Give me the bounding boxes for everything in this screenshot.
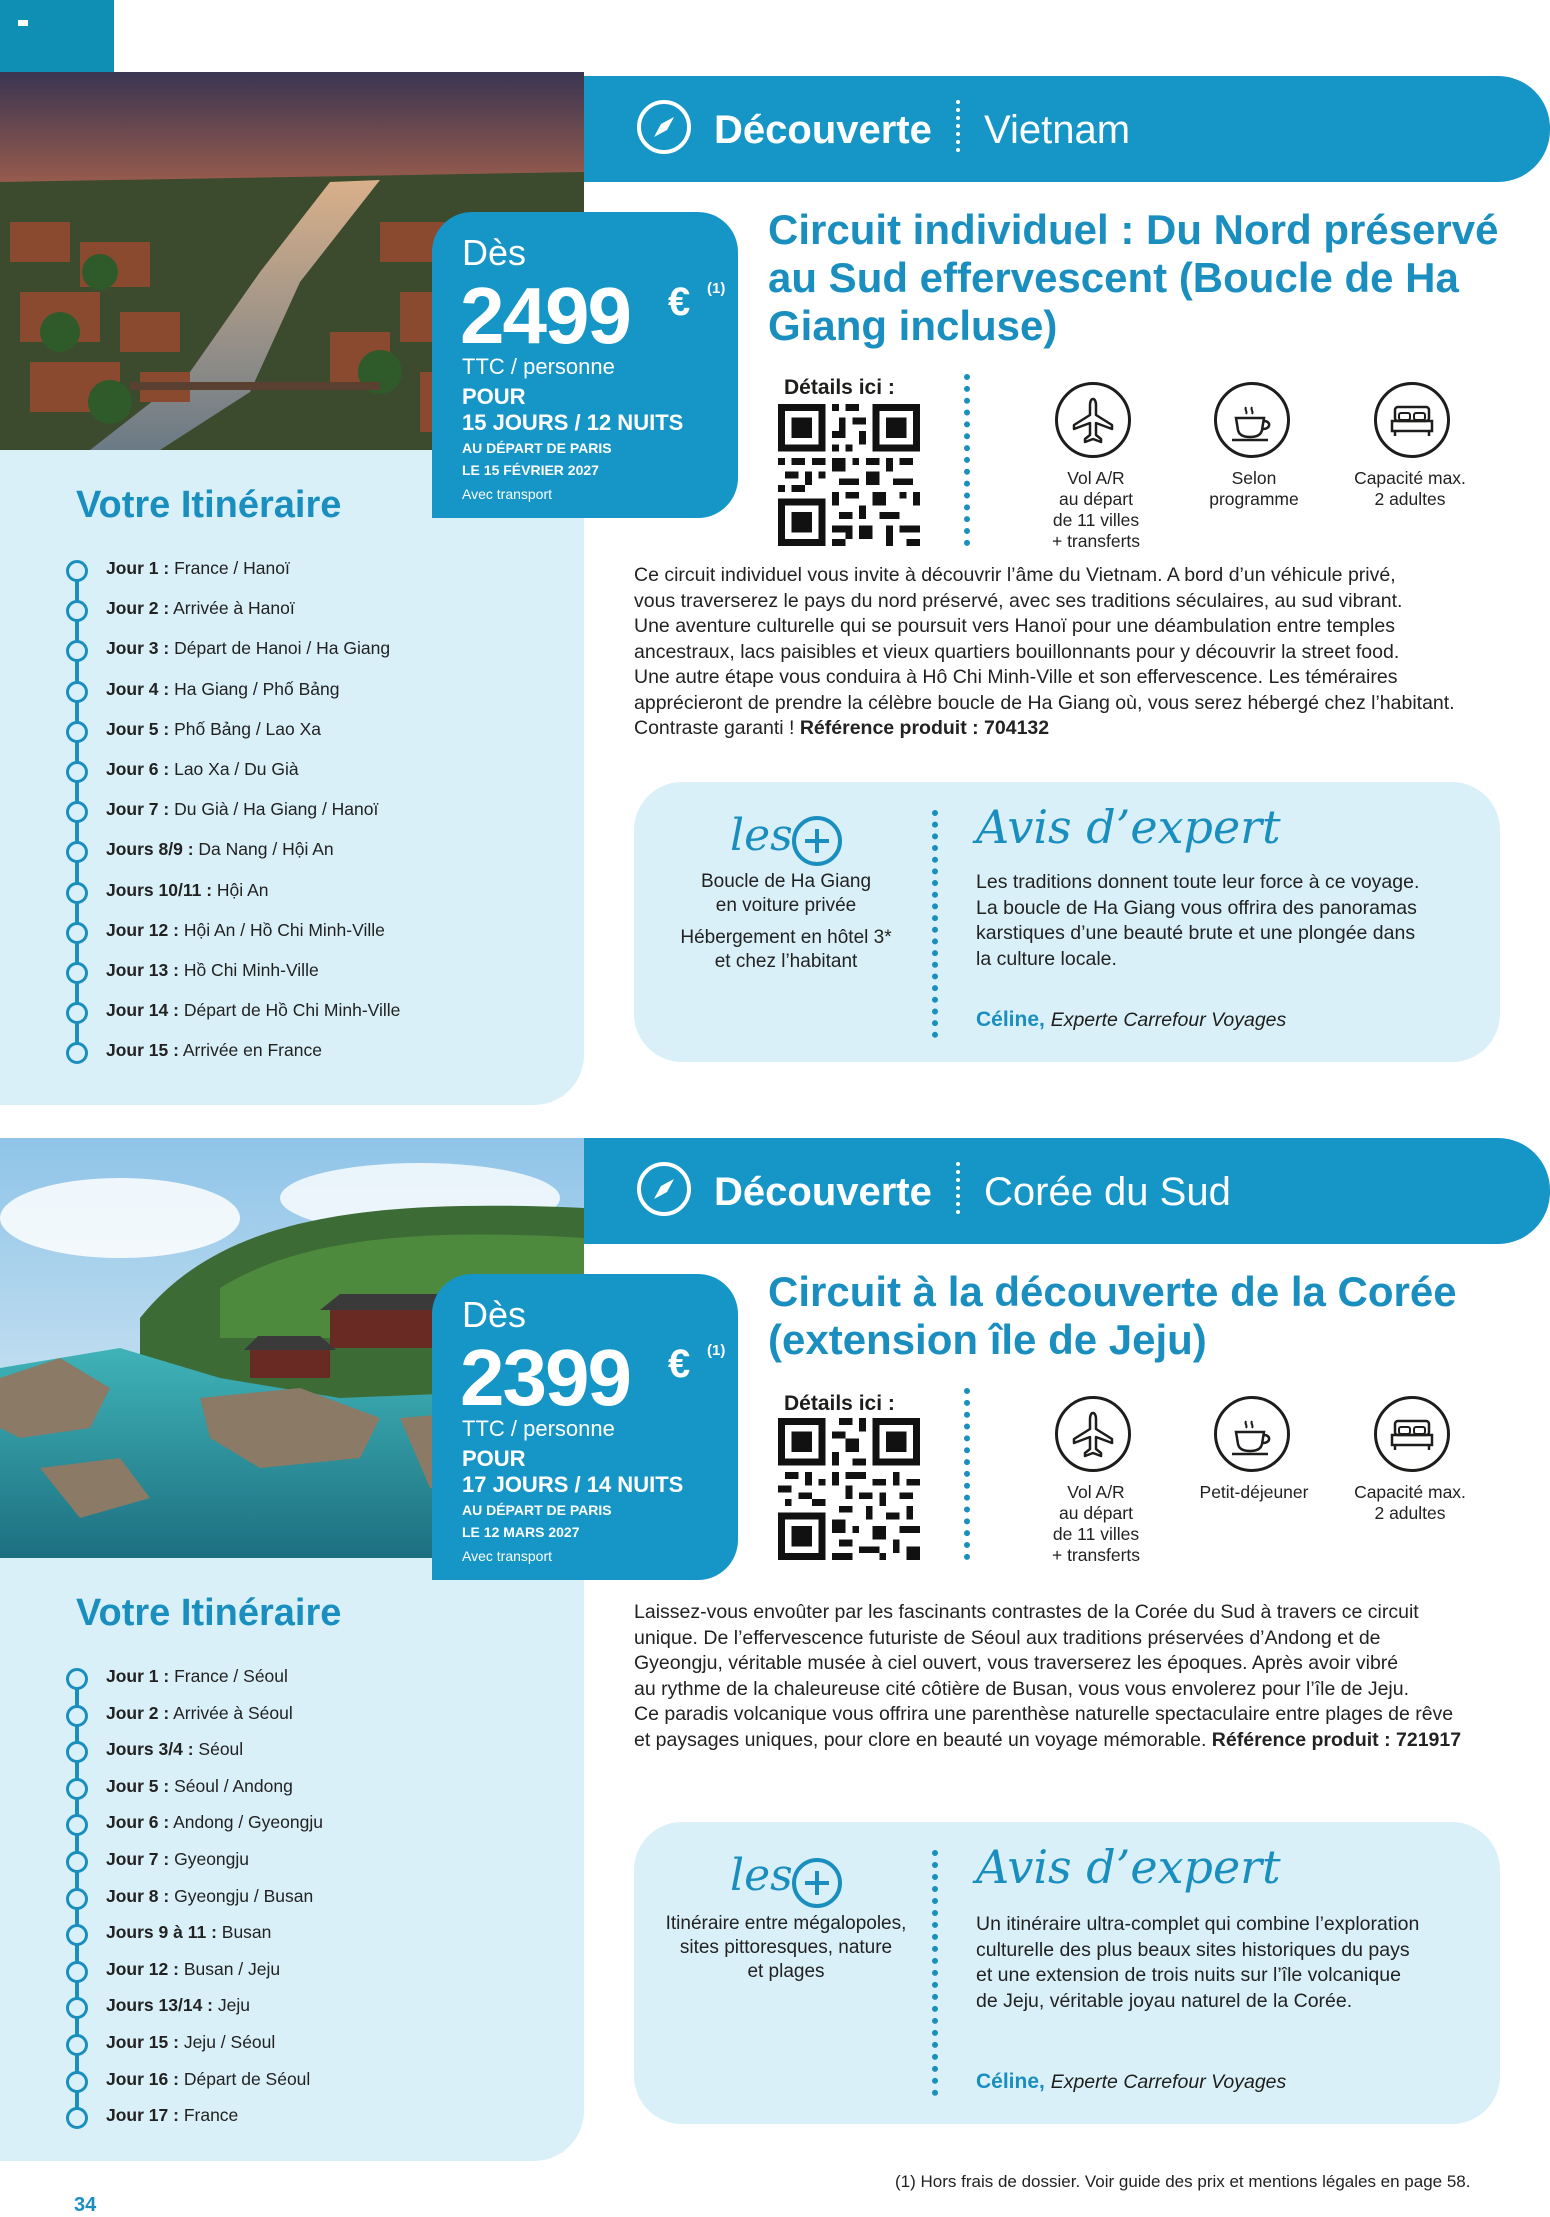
itinerary-title: Votre Itinéraire — [76, 1592, 342, 1634]
itinerary-day-label: Jours 10/11 : — [106, 879, 213, 900]
compass-icon — [636, 1161, 692, 1217]
product-description: Laissez-vous envoûter par les fascinants contrastes de la Corée du Sud à travers ce circuit unique. De l’effervescence futuriste de Séoul aux traditions préservées d’Andong et de Gyeongju, véritable musée à ciel ouvert, vous traverserez les époques. Après avoir vibré au rythme de la chaleureuse cité côtière de Busan, vous vous envolerez pour l’île de Jeju. Ce paradis volcanique vous offrira une parenthèse naturelle spectaculaire entre plages de rêve et paysages uniques, pour clore en beauté un voyage mémorable. Référence produit : 721917 — [634, 1600, 1504, 1753]
itinerary-day-desc: Arrivée à Hanoï — [173, 598, 295, 619]
feature-meal-label: Selon programme — [1209, 468, 1299, 509]
price-per: TTC / personne — [462, 1416, 615, 1441]
itinerary-day-label: Jour 14 : — [106, 1000, 179, 1021]
trip-duration: 17 JOURS / 14 NUITS — [462, 1472, 684, 1497]
highlights-box — [634, 1822, 1500, 2124]
price-pour: POUR — [462, 384, 526, 409]
itinerary-day — [106, 1776, 293, 1797]
itinerary-day-desc: France / Hanoï — [174, 558, 290, 578]
price-currency: € — [668, 1342, 691, 1386]
timeline-dot — [66, 1042, 88, 1064]
price-currency: € — [668, 280, 691, 324]
price-amount: 2499 — [460, 271, 630, 360]
itinerary-day-desc: France — [183, 2105, 239, 2126]
expert-heading: Avis d’expert — [976, 1840, 1281, 1894]
itinerary-day-label: Jour 12 : — [106, 919, 179, 940]
itinerary-day — [106, 1812, 323, 1833]
divider — [956, 1162, 964, 1214]
coffee-cup-icon — [1214, 382, 1290, 458]
feature-meal — [1214, 1396, 1290, 1472]
itinerary-day-label: Jour 6 : — [106, 759, 170, 779]
timeline-dot — [66, 2034, 88, 2056]
itinerary-day — [106, 1666, 288, 1687]
expert-review: Les traditions donnent toute leur force à ce voyage. La boucle de Ha Giang vous offrira des panoramas karstiques d’une beauté brute et une plongée dans la culture locale. — [976, 871, 1420, 970]
expert-heading: Avis d’expert — [976, 800, 1281, 854]
departure-city: AU DÉPART DE PARIS — [462, 440, 612, 456]
category-banner — [584, 76, 1550, 182]
itinerary-day-label: Jour 16 : — [106, 2068, 179, 2089]
itinerary-day — [106, 1000, 400, 1021]
price-bubble — [432, 212, 738, 518]
timeline-dot — [66, 2071, 88, 2093]
itinerary-timeline — [66, 558, 566, 1078]
itinerary-day — [106, 759, 299, 780]
timeline-dot — [66, 922, 88, 944]
itinerary-day-label: Jour 1 : — [106, 1666, 170, 1686]
plus-icon — [792, 1858, 842, 1908]
trip-duration: 15 JOURS / 12 NUITS — [462, 410, 684, 435]
highlight-item: Itinéraire entre mégalopoles, sites pittoresques, nature et plages — [665, 1913, 907, 1982]
feature-flight — [1055, 382, 1131, 458]
plane-icon — [1055, 1396, 1131, 1472]
price-from: Dès — [462, 232, 527, 273]
qr-code[interactable] — [778, 404, 920, 546]
timeline-dot — [66, 1002, 88, 1024]
divider — [932, 1850, 938, 2096]
timeline-dot — [66, 681, 88, 703]
highlights-heading: les — [730, 1850, 793, 1901]
qr-code[interactable] — [778, 1418, 920, 1560]
itinerary-day-desc: Séoul — [198, 1739, 244, 1760]
description-last-line: Contraste garanti ! Référence produit : 704132 — [634, 717, 1050, 739]
departure-city: AU DÉPART DE PARIS — [462, 1502, 612, 1518]
timeline-dot — [66, 1997, 88, 2019]
page-number: 34 — [74, 2194, 97, 2216]
price-bubble — [432, 1274, 738, 1580]
category-banner — [584, 1138, 1550, 1244]
itinerary-day-desc: Da Nang / Hội An — [198, 839, 334, 860]
itinerary-day-desc: Gyeongju — [174, 1849, 250, 1869]
product-title: Circuit à la découverte de la Corée (extension île de Jeju) — [768, 1268, 1457, 1363]
itinerary-day-label: Jour 2 : — [106, 1702, 170, 1723]
itinerary-day-desc: Phố Bảng / Lao Xa — [174, 718, 322, 739]
product-description: Ce circuit individuel vous invite à découvrir l’âme du Vietnam. A bord d’un véhicule privé, vous traverserez le pays du nord préservé, avec ses traditions séculaires, au sud vibrant. Une aventure culturelle qui se poursuit vers Hanoï pour une déambulation entre temples ancestraux, lacs paisibles et vieux quartiers bouillonnants pour y découvrir la street food. Une autre étape vous conduira à Hô Chi Minh-Ville et son effervescence. Les téméraires apprécieront de prendre la célèbre boucle de Ha Giang où, vous serez hébergé chez l’habitant. Contraste garanti ! Référence produit : 704132 — [634, 563, 1504, 742]
itinerary-day — [106, 1703, 293, 1724]
expert-review: Un itinéraire ultra-complet qui combine l’exploration culturelle des plus beaux sites historiques du pays et une extension de trois nuits sur l’île volcanique de Jeju, véritable joyau naturel de la Corée. — [976, 1913, 1420, 2012]
timeline-dot — [66, 1851, 88, 1873]
timeline-dot — [66, 1705, 88, 1727]
itinerary-day-desc: Gyeongju / Busan — [174, 1885, 314, 1906]
highlight-item: Hébergement en hôtel 3* et chez l’habitant — [680, 927, 892, 972]
price-from: Dès — [462, 1294, 527, 1335]
itinerary-day-label: Jour 7 : — [106, 1849, 170, 1869]
itinerary-day-desc: Arrivée à Séoul — [173, 1702, 293, 1723]
itinerary-day-label: Jour 1 : — [106, 558, 170, 578]
itinerary-day-label: Jour 17 : — [106, 2105, 179, 2126]
itinerary-day — [106, 1849, 249, 1870]
itinerary-day — [106, 719, 321, 740]
itinerary-day — [106, 1886, 313, 1907]
plane-icon — [1055, 382, 1131, 458]
category-label: Découverte — [714, 108, 932, 152]
departure-date: LE 12 MARS 2027 — [462, 1524, 580, 1540]
product-title: Circuit individuel : Du Nord préservé au Sud effervescent (Boucle de Ha Giang incluse) — [768, 206, 1499, 349]
itinerary-day-desc: Séoul / Andong — [174, 1775, 293, 1796]
itinerary-day-desc: Ha Giang / Phố Bảng — [174, 678, 340, 699]
highlights-heading: les — [730, 810, 793, 861]
itinerary-day-label: Jour 6 : — [106, 1812, 170, 1833]
itinerary-day — [106, 839, 334, 860]
timeline-dot — [66, 1814, 88, 1836]
highlights-box — [634, 782, 1500, 1062]
feature-flight-label: Vol A/R au départ de 11 villes + transferts — [1051, 1482, 1141, 1565]
legal-footnote: (1) Hors frais de dossier. Voir guide des prix et mentions légales en page 58. — [895, 2172, 1471, 2191]
feature-meal — [1214, 382, 1290, 458]
flag-icon — [18, 20, 28, 26]
feature-capacity-label: Capacité max. 2 adultes — [1354, 468, 1466, 509]
itinerary-day — [106, 799, 378, 820]
itinerary-day-desc: Jeju — [217, 1995, 250, 2016]
timeline-dot — [66, 1888, 88, 1910]
feature-flight — [1055, 1396, 1131, 1472]
bed-icon — [1374, 382, 1450, 458]
itinerary-day-desc: Départ de Hồ Chi Minh-Ville — [183, 1000, 401, 1021]
destination-label: Vietnam — [984, 108, 1131, 152]
timeline-dot — [66, 1778, 88, 1800]
itinerary-day — [106, 960, 319, 981]
coffee-cup-icon — [1214, 1396, 1290, 1472]
itinerary-day — [106, 1995, 250, 2016]
itinerary-day-desc: Lao Xa / Du Già — [174, 759, 299, 779]
timeline-dot — [66, 1961, 88, 1983]
itinerary-day-desc: Hội An — [216, 879, 269, 900]
feature-capacity — [1374, 382, 1450, 458]
itinerary-day-label: Jours 8/9 : — [106, 839, 194, 860]
category-label: Découverte — [714, 1170, 932, 1214]
itinerary-day — [106, 2032, 275, 2053]
timeline-dot — [66, 882, 88, 904]
itinerary-day — [106, 1922, 271, 1943]
feature-meal-label: Petit-déjeuner — [1199, 1482, 1309, 1502]
timeline-dot — [66, 640, 88, 662]
itinerary-day-desc: Du Già / Ha Giang / Hanoï — [174, 799, 379, 820]
expert-signature: Céline, Experte Carrefour Voyages — [976, 1008, 1287, 1031]
description-last-line: et paysages uniques, pour clore en beauté un voyage mémorable. Référence produit : 721917 — [634, 1728, 1462, 1751]
itinerary-day — [106, 2105, 238, 2126]
itinerary-day — [106, 1040, 322, 1061]
itinerary-day-label: Jour 5 : — [106, 718, 170, 739]
timeline-dot — [66, 1668, 88, 1690]
divider — [964, 1388, 970, 1560]
itinerary-day-desc: Hồ Chi Minh-Ville — [183, 960, 319, 980]
price-note: (1) — [707, 280, 726, 297]
plus-icon — [792, 816, 842, 866]
compass-icon — [636, 99, 692, 155]
itinerary-day — [106, 880, 268, 901]
bed-icon — [1374, 1396, 1450, 1472]
timeline-dot — [66, 721, 88, 743]
itinerary-day — [106, 638, 390, 659]
itinerary-day-label: Jour 4 : — [106, 678, 170, 699]
transport-note: Avec transport — [462, 486, 553, 502]
itinerary-day — [106, 2069, 310, 2090]
timeline-dot — [66, 1741, 88, 1763]
departure-date: LE 15 FÉVRIER 2027 — [462, 462, 599, 478]
price-note: (1) — [707, 1342, 726, 1359]
divider — [964, 374, 970, 546]
itinerary-day-label: Jour 12 : — [106, 1958, 179, 1979]
itinerary-day-desc: Départ de Hanoi / Ha Giang — [174, 638, 391, 659]
itinerary-timeline — [66, 1666, 566, 2136]
itinerary-day-label: Jour 7 : — [106, 799, 170, 820]
transport-note: Avec transport — [462, 1548, 553, 1564]
price-per: TTC / personne — [462, 354, 615, 379]
feature-capacity — [1374, 1396, 1450, 1472]
product-reference: 704132 — [984, 717, 1050, 739]
timeline-dot — [66, 761, 88, 783]
timeline-dot — [66, 600, 88, 622]
itinerary-day-label: Jour 3 : — [106, 638, 170, 659]
highlight-item: Boucle de Ha Giang en voiture privée — [700, 871, 872, 916]
timeline-dot — [66, 560, 88, 582]
itinerary-day-desc: Jeju / Séoul — [183, 2032, 276, 2052]
timeline-dot — [66, 962, 88, 984]
timeline-dot — [66, 841, 88, 863]
timeline-dot — [66, 801, 88, 823]
itinerary-day-label: Jours 13/14 : — [106, 1995, 213, 2016]
itinerary-day — [106, 1739, 243, 1760]
itinerary-day — [106, 679, 339, 700]
itinerary-day-label: Jour 15 : — [106, 1040, 179, 1061]
timeline-dot — [66, 2107, 88, 2129]
itinerary-day-label: Jour 8 : — [106, 1885, 170, 1906]
feature-flight-label: Vol A/R au départ de 11 villes + transferts — [1051, 468, 1141, 551]
itinerary-day — [106, 598, 295, 619]
itinerary-day-label: Jour 13 : — [106, 960, 179, 980]
price-pour: POUR — [462, 1446, 526, 1471]
itinerary-day-label: Jour 15 : — [106, 2032, 179, 2052]
itinerary-day-desc: Andong / Gyeongju — [173, 1812, 323, 1833]
feature-capacity-label: Capacité max. 2 adultes — [1354, 1482, 1466, 1523]
itinerary-day-desc: Busan / Jeju — [183, 1958, 281, 1979]
itinerary-day-desc: Busan — [221, 1922, 272, 1943]
product-reference: 721917 — [1396, 1728, 1462, 1751]
price-amount: 2399 — [460, 1333, 630, 1422]
itinerary-day-desc: Arrivée en France — [182, 1040, 322, 1061]
itinerary-day-desc: France / Séoul — [174, 1666, 288, 1686]
itinerary-day-label: Jours 3/4 : — [106, 1739, 194, 1760]
itinerary-day-label: Jour 5 : — [106, 1775, 170, 1796]
divider — [932, 810, 938, 1038]
timeline-dot — [66, 1924, 88, 1946]
itinerary-day-desc: Départ de Séoul — [183, 2068, 311, 2089]
itinerary-day — [106, 558, 290, 579]
details-label: Détails ici : — [784, 376, 895, 399]
destination-label: Corée du Sud — [984, 1170, 1231, 1214]
itinerary-day-label: Jours 9 à 11 : — [106, 1922, 217, 1943]
itinerary-title: Votre Itinéraire — [76, 484, 342, 526]
itinerary-day-label: Jour 2 : — [106, 598, 170, 619]
expert-signature: Céline, Experte Carrefour Voyages — [976, 2070, 1287, 2093]
itinerary-day — [106, 1959, 280, 1980]
itinerary-day-desc: Hội An / Hồ Chi Minh-Ville — [183, 919, 385, 940]
details-label: Détails ici : — [784, 1392, 895, 1415]
itinerary-day — [106, 920, 385, 941]
divider — [956, 100, 964, 152]
